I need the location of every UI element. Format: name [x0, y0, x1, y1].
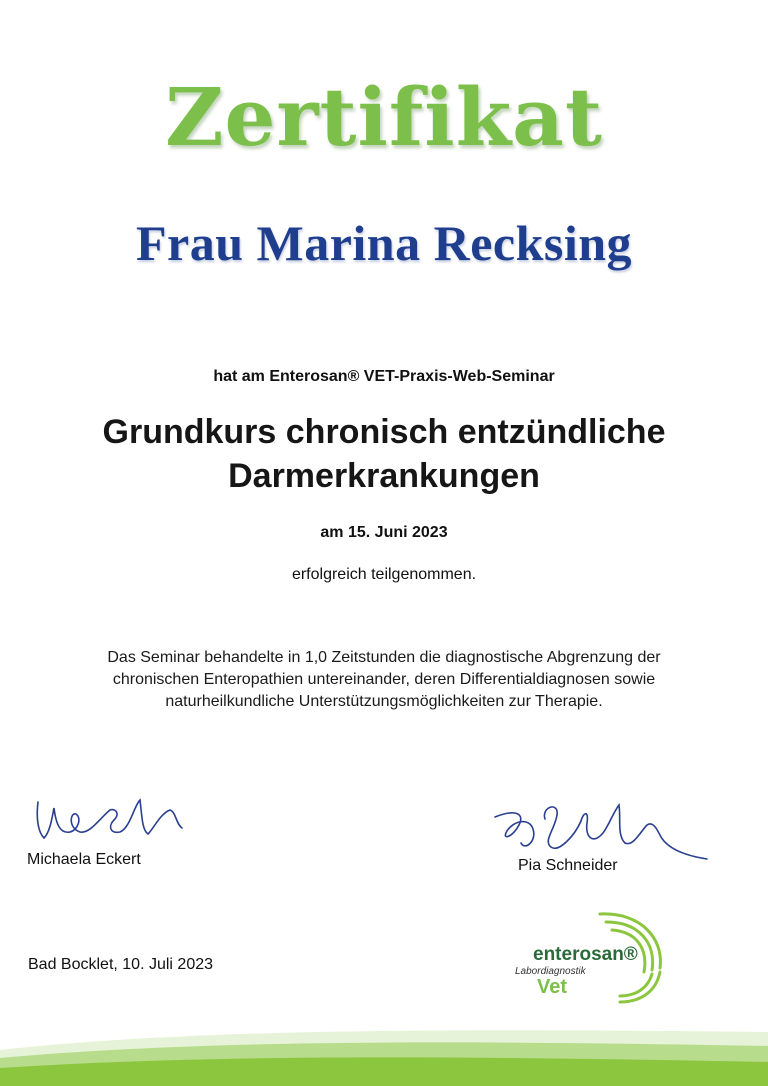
seminar-description [70, 647, 698, 713]
course-title-line-2: Darmerkrankungen [228, 457, 540, 495]
description-line-1: Das Seminar behandelte in 1,0 Zeitstunden die diagnostische Abgrenzung der [107, 649, 661, 666]
certificate-title: Zertifikat [165, 70, 603, 164]
place-and-date: Bad Bocklet, 10. Juli 2023 [28, 956, 214, 973]
seminar-intro: hat am Enterosan® VET-Praxis-Web-Seminar [213, 368, 555, 385]
signer-right-name: Pia Schneider [518, 857, 618, 874]
logo-brand: enterosan® [533, 944, 638, 965]
bottom-wave-decoration [0, 1010, 768, 1086]
logo-sub: Labordiagnostik [515, 966, 586, 977]
signature-left-image [30, 788, 210, 850]
course-title-line-1: Grundkurs chronisch entzündliche [102, 413, 666, 451]
enterosan-logo [505, 908, 675, 1008]
signer-left-name: Michaela Eckert [27, 851, 141, 868]
seminar-date: am 15. Juni 2023 [320, 524, 448, 541]
description-line-2: chronischen Enteropathien untereinander, deren Differentialdiagnosen sowie [112, 671, 656, 688]
logo-vet: Vet [537, 976, 568, 998]
participation-result: erfolgreich teilgenommen. [291, 566, 477, 583]
description-line-3: naturheilkundliche Unterstützungsmöglichkeiten zur Therapie. [165, 693, 603, 710]
recipient-name: Frau Marina Recksing [135, 215, 633, 271]
course-title [0, 410, 768, 498]
